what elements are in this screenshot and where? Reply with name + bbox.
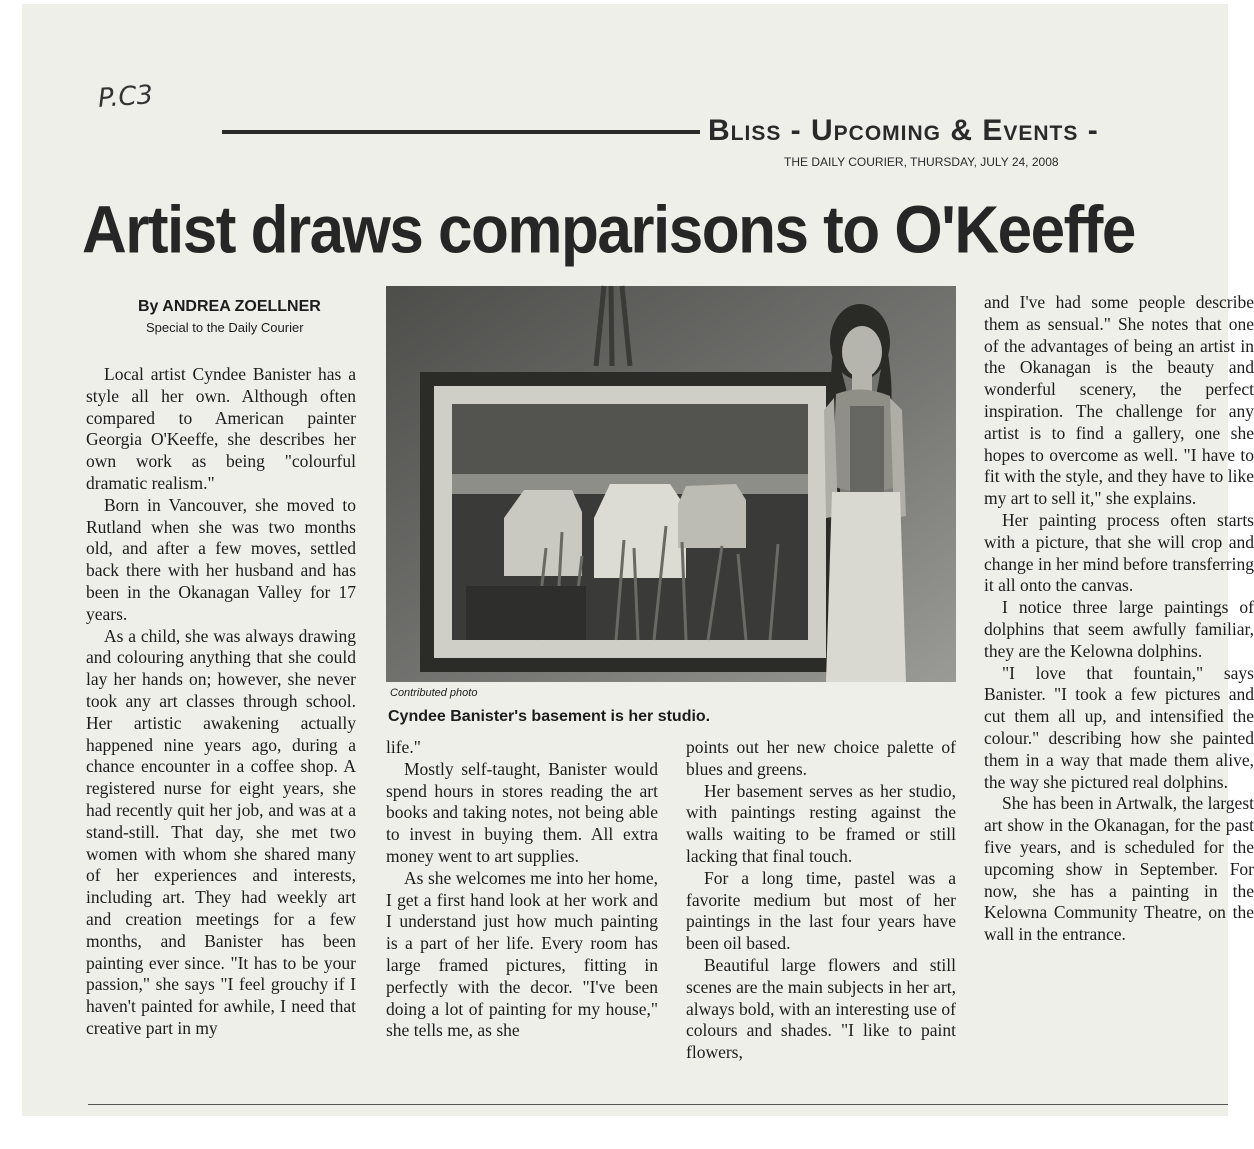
article-column-2	[386, 737, 658, 1042]
paragraph: Local artist Cyndee Banister has a style all her own. Although often compared to American painter Georgia O'Keeffe, she describes her own work as being "colourful dramatic realism."	[86, 364, 356, 493]
paragraph: points out her new choice palette of blues and greens.	[686, 737, 956, 779]
photo-caption: Cyndee Banister's basement is her studio.	[388, 708, 711, 725]
article-photo	[386, 286, 956, 682]
paragraph: "I love that fountain," says Banister. "I took a few pictures and cut them all up, and intensified the colour." describing how she painted them in a way that made them alive, the way she pictured real dolphins.	[984, 662, 1254, 792]
article-column-4	[984, 292, 1254, 946]
paragraph: For a long time, pastel was a favorite medium but most of her paintings in the last four years have been oil based.	[686, 867, 956, 954]
paragraph: Mostly self-taught, Banister would spend hours in stores reading the art books and taking notes, not being able to invest in buying them. All extra money went to art supplies.	[386, 758, 658, 866]
paragraph: As a child, she was always drawing and colouring anything that she could lay her hands on; however, she never took any art classes through school. Her artistic awakening actually happened nine years ago, during a chance encounter in a coffee shop. A registered nurse for eight years, she had recently quit her job, and was at a stand-still. That day, she met two women with whom she shared many of her experiences and interests, including art. They had weekly art and creation meetings for a few months, and Banister has been painting ever since. "It has to be your passion," she says "I feel grouchy if I haven't painted for awhile, I need that creative part in my	[86, 625, 356, 1038]
handwritten-page-mark: P.C3	[97, 80, 155, 114]
headline: Artist draws comparisons to O'Keeffe	[82, 193, 1135, 268]
section-title: Bliss - Upcoming & Events -	[708, 114, 1099, 147]
paragraph: She has been in Artwalk, the largest art show in the Okanagan, for the past five years, and is scheduled for the upcoming show in September. For now, she has a painting in the Kelowna Community Theatre, on the wall in the entrance.	[984, 793, 1254, 945]
photo-credit: Contributed photo	[390, 687, 478, 699]
paragraph: Her basement serves as her studio, with paintings resting against the walls waiting to be framed or still lacking that final touch.	[686, 780, 956, 866]
article-column-3	[686, 737, 956, 1064]
newspaper-clipping	[22, 4, 1254, 1116]
paragraph: and I've had some people describe them as sensual." She notes that one of the advantages of being an artist in the Okanagan is the beauty and wonderful scenery, the perfect inspiration. The challenge for any artist is to find a gallery, one she hopes to overcome as well. "I have to fit with the style, and they have to like my art to sell it," she explains.	[984, 292, 1254, 509]
paragraph: Her painting process often starts with a picture, that she will crop and change in her mind before transferring it all onto the canvas.	[984, 509, 1254, 596]
paragraph: Born in Vancouver, she moved to Rutland when she was two months old, and after a few moves, settled back there with her husband and has been in the Okanagan Valley for 17 years.	[86, 494, 356, 624]
paragraph: Beautiful large flowers and still scenes are the main subjects in her art, always bold, with an interesting use of colours and shades. "I like to paint flowers,	[686, 954, 956, 1063]
article-column-1	[86, 364, 356, 1040]
paragraph: I notice three large paintings of dolphins that seem awfully familiar, they are the Kelowna dolphins.	[984, 597, 1254, 661]
byline	[118, 298, 418, 335]
header-rule	[222, 130, 700, 134]
paragraph: life."	[386, 737, 421, 757]
paragraph: As she welcomes me into her home, I get a first hand look at her work and I understand just how much painting is a part of her life. Every room has large framed pictures, fitting in perfectly with the decor. "I've been doing a lot of painting for my house," she tells me, as she	[386, 867, 658, 1041]
bottom-rule	[88, 1104, 1228, 1105]
dateline: THE DAILY COURIER, THURSDAY, JULY 24, 2008	[784, 155, 1059, 169]
byline-name: By ANDREA ZOELLNER	[138, 298, 321, 315]
byline-affiliation: Special to the Daily Courier	[146, 320, 304, 335]
